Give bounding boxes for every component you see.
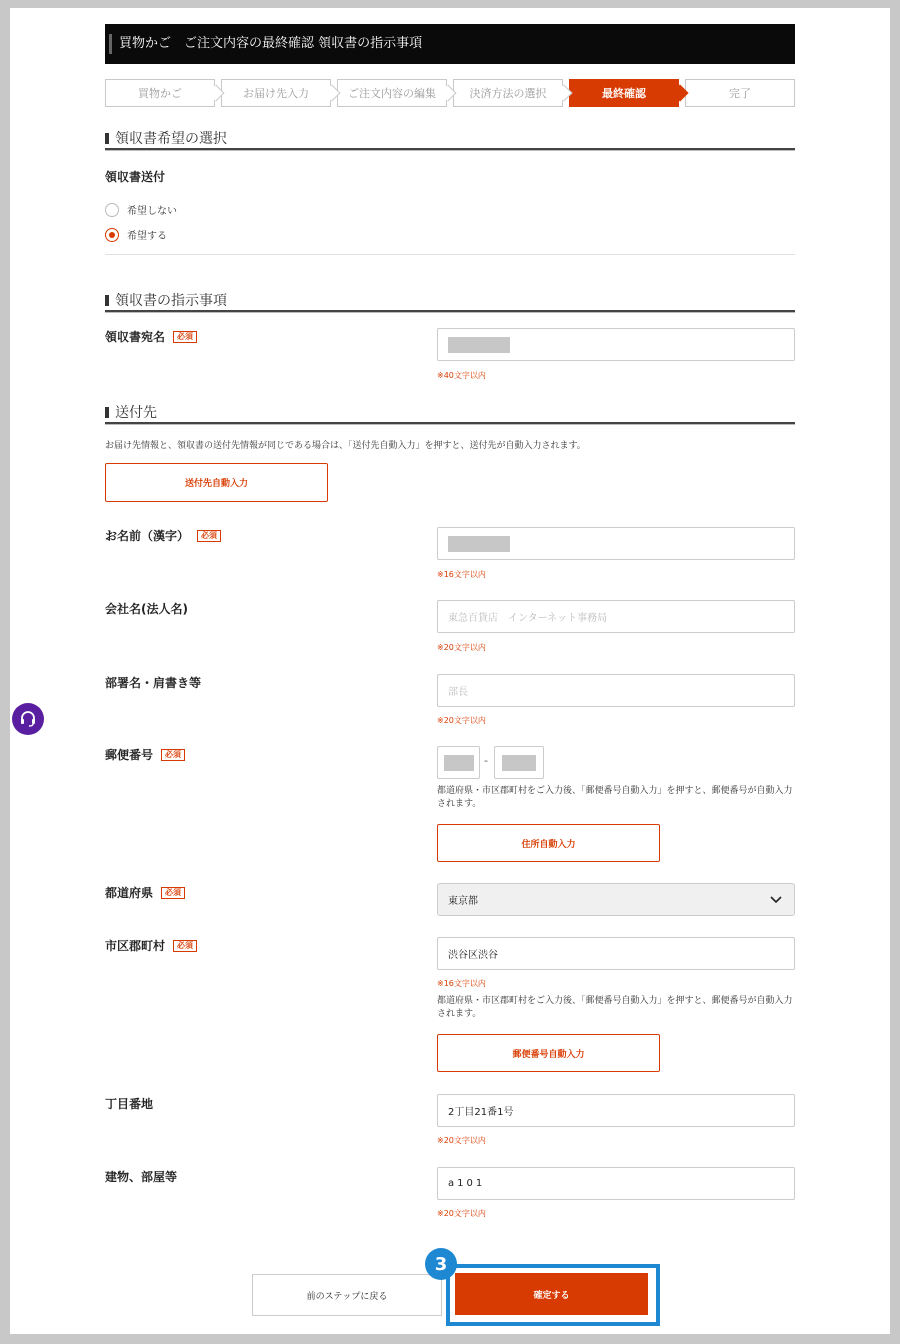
name-input[interactable] xyxy=(437,527,795,560)
radio-selected-icon[interactable] xyxy=(105,228,119,242)
street-label: 丁目番地 xyxy=(105,1097,154,1111)
section-title: 領収書希望の選択 xyxy=(115,131,227,147)
building-note: ※20文字以内 xyxy=(437,1209,486,1218)
masked-value xyxy=(444,755,474,771)
company-placeholder: 東急百貨店 インターネット事務局 xyxy=(448,613,608,624)
receipt-send-label: 領収書送付 xyxy=(105,170,166,184)
step-complete: 完了 xyxy=(685,79,795,107)
city-label: 市区郡町村 必須 xyxy=(105,937,197,954)
destination-description: お届け先情報と、領収書の送付先情報が同じである場合は、「送付先自動入力」を押すと、送付先が自動入力されます。 xyxy=(105,441,586,451)
radio-icon[interactable] xyxy=(105,203,119,217)
city-help: 都道府県・市区郡町村をご入力後、「郵便番号自動入力」を押すと、郵便番号が自動入力されます。 xyxy=(437,996,793,1019)
divider xyxy=(105,254,795,255)
step-edit-order: ご注文内容の編集 xyxy=(337,79,447,107)
step-delivery: お届け先入力 xyxy=(221,79,331,107)
zip-help: 都道府県・市区郡町村をご入力後、「郵便番号自動入力」を押すと、郵便番号が自動入力されます。 xyxy=(437,786,793,809)
step-final-confirm: 最終確認 xyxy=(569,79,679,107)
back-button[interactable]: 前のステップに戻る xyxy=(252,1274,442,1316)
zip-first-input[interactable] xyxy=(437,746,480,779)
company-label: 会社名(法人名) xyxy=(105,602,188,616)
required-badge: 必須 xyxy=(197,530,221,542)
section-receipt-instructions xyxy=(105,290,795,312)
chevron-down-icon xyxy=(770,896,782,904)
street-input[interactable] xyxy=(437,1094,795,1127)
prefecture-select[interactable] xyxy=(437,883,795,916)
step-cart: 買物かご xyxy=(105,79,215,107)
step-number-badge: 3 xyxy=(425,1248,457,1280)
prefecture-label: 都道府県 必須 xyxy=(105,884,185,901)
addressee-label: 領収書宛名 必須 xyxy=(105,328,197,345)
city-input[interactable] xyxy=(437,937,795,970)
prefecture-value: 東京都 xyxy=(448,896,478,907)
page-title: 買物かご ご注文内容の最終確認 領収書の指示事項 xyxy=(105,24,795,64)
radio-no-receipt[interactable]: 希望しない xyxy=(105,202,177,217)
zip-second-input[interactable] xyxy=(494,746,544,779)
city-value: 渋谷区渋谷 xyxy=(448,950,498,961)
city-note: ※16文字以内 xyxy=(437,979,486,988)
street-note: ※20文字以内 xyxy=(437,1136,486,1145)
zip-autofill-button[interactable]: 郵便番号自動入力 xyxy=(437,1034,660,1072)
dept-input[interactable] xyxy=(437,674,795,707)
zip-label: 郵便番号 必須 xyxy=(105,746,185,763)
radio-want-receipt[interactable]: 希望する xyxy=(105,227,167,242)
masked-value xyxy=(502,755,536,771)
address-autofill-button[interactable]: 住所自動入力 xyxy=(437,824,660,862)
building-value: a101 xyxy=(448,1178,486,1189)
section-destination xyxy=(105,402,795,424)
company-input[interactable] xyxy=(437,600,795,633)
dept-placeholder: 部長 xyxy=(448,687,468,698)
zip-separator: - xyxy=(484,754,488,767)
addressee-note: ※40文字以内 xyxy=(437,371,486,380)
step-payment: 決済方法の選択 xyxy=(453,79,563,107)
street-value: 2丁目21番1号 xyxy=(448,1107,514,1118)
addressee-input[interactable] xyxy=(437,328,795,361)
section-receipt-request xyxy=(105,128,795,150)
required-badge: 必須 xyxy=(161,749,185,761)
masked-value xyxy=(448,536,510,552)
dept-note: ※20文字以内 xyxy=(437,716,486,725)
confirm-button[interactable]: 確定する xyxy=(455,1273,648,1315)
name-note: ※16文字以内 xyxy=(437,570,486,579)
company-note: ※20文字以内 xyxy=(437,643,486,652)
required-badge: 必須 xyxy=(173,940,197,952)
page xyxy=(10,8,890,1334)
name-label: お名前（漢字） 必須 xyxy=(105,527,221,544)
section-title: 領収書の指示事項 xyxy=(115,293,227,309)
section-title: 送付先 xyxy=(115,405,157,421)
checkout-steps xyxy=(105,79,795,107)
building-input[interactable] xyxy=(437,1167,795,1200)
destination-autofill-button[interactable]: 送付先自動入力 xyxy=(105,463,328,502)
required-badge: 必須 xyxy=(173,331,197,343)
dept-label: 部署名・肩書き等 xyxy=(105,676,202,690)
support-headset-button[interactable] xyxy=(12,703,44,735)
headset-icon xyxy=(19,710,37,728)
required-badge: 必須 xyxy=(161,887,185,899)
masked-value xyxy=(448,337,510,353)
building-label: 建物、部屋等 xyxy=(105,1170,178,1184)
